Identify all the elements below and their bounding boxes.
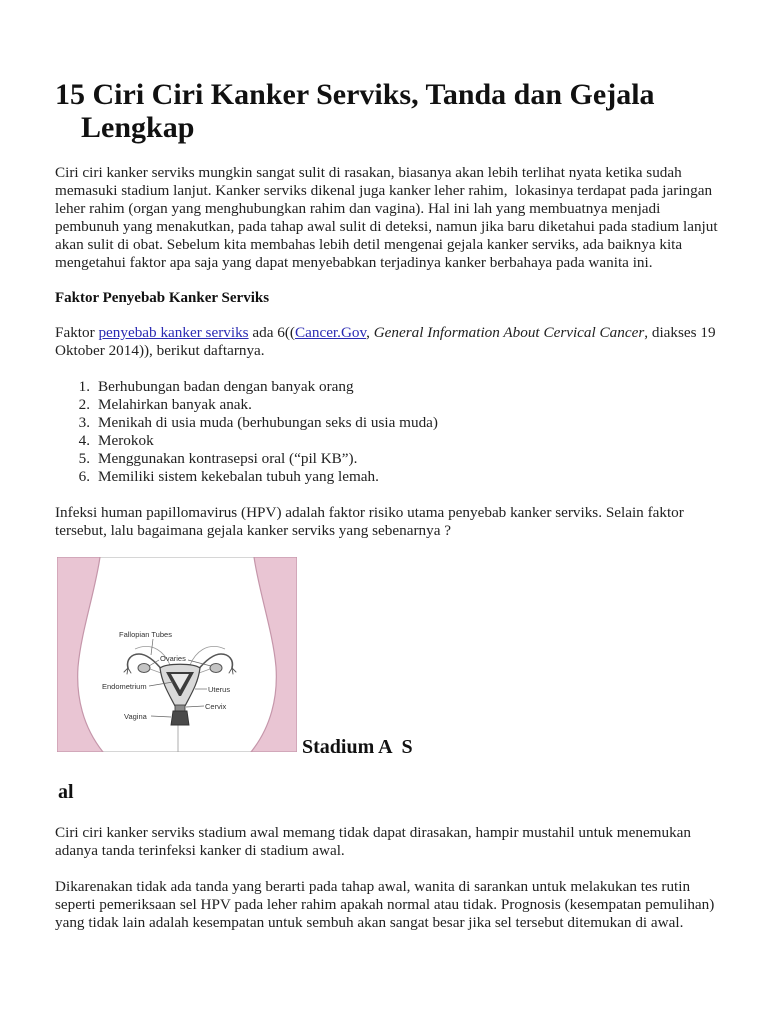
list-text: Menikah di usia muda (berhubungan seks di usia muda): [98, 414, 438, 431]
early-stage-heading-part2: al: [58, 781, 74, 803]
list-number: 1.: [78, 378, 90, 395]
screening-line: yang tidak lain adalah kesempatan untuk sembuh akan sangat besar jika sel tersebut ditemukan di awal.: [55, 914, 684, 931]
intro-line: memasuki stadium lanjut. Kanker serviks dikenal juga kanker leher rahim, lokasinya terdapat pada jaringan: [55, 182, 713, 199]
early-stage-line: Ciri ciri kanker serviks stadium awal memang tidak dapat dirasakan, hampir mustahil untuk menemukan: [55, 824, 692, 841]
intro-line: pembunuh yang menakutkan, pada tahap awal sulit di deteksi, namun jika baru diketahui pada stadium lanjut: [55, 218, 718, 235]
right-ovary: [210, 664, 222, 673]
causes-intro-continuation: Oktober 2014)), berikut daftarnya.: [55, 342, 265, 359]
intro-line: akan sulit di obat. Sebelum kita membahas lebih detil mengenai gejala kanker serviks, ada baiknya kita: [55, 236, 683, 253]
list-item: [0, 378, 768, 396]
screening-line: seperti pemeriksaan sel HPV pada leher rahim apakah normal atau tidak. Prognosis (kesempatan pemulihan): [55, 896, 715, 913]
causes-link[interactable]: penyebab kanker serviks: [98, 324, 249, 341]
list-number: 5.: [78, 450, 90, 467]
causes-intro-lead: Faktor: [55, 324, 99, 341]
list-item: [0, 432, 768, 450]
intro-line: mengetahui faktor apa saja yang dapat menyebabkan terjadinya kanker berbahaya pada wanita ini.: [55, 254, 653, 271]
screening-paragraph: [55, 878, 714, 932]
hpv-line: tersebut, lalu bagaimana gejala kanker serviks yang sebenarnya ?: [55, 522, 451, 539]
label-ovaries: Ovaries: [160, 654, 186, 663]
list-item: [0, 414, 768, 432]
left-ovary: [138, 664, 150, 673]
intro-line: leher rahim (organ yang menghubungkan rahim dan vagina). Hal ini lah yang membuatnya menjadi: [55, 200, 661, 217]
early-stage-heading-part1: Stadium A S: [302, 736, 413, 758]
list-number: 3.: [78, 414, 90, 431]
list-number: 6.: [78, 468, 90, 485]
list-item: [0, 396, 768, 414]
causes-list: [0, 378, 768, 486]
causes-intro-tail: , diakses 19: [644, 324, 716, 341]
causes-heading: Faktor Penyebab Kanker Serviks: [55, 290, 270, 306]
list-text: Berhubungan badan dengan banyak orang: [98, 378, 354, 395]
hpv-paragraph: [55, 504, 684, 540]
cancer-gov-link[interactable]: Cancer.Gov: [294, 324, 367, 341]
label-cervix: Cervix: [205, 702, 227, 711]
article-title: 15 Ciri Ciri Kanker Serviks, Tanda dan Gejala Lengkap: [55, 78, 655, 144]
screening-line: Dikarenakan tidak ada tanda yang berarti pada tahap awal, wanita di sarankan untuk melakukan tes rutin: [55, 878, 691, 895]
causes-intro-separator: ,: [366, 324, 374, 341]
cervix-shape: [175, 705, 185, 711]
intro-paragraph: [55, 164, 718, 272]
list-number: 4.: [78, 432, 90, 449]
reproductive-anatomy-figure: [57, 557, 297, 752]
hpv-line: Infeksi human papillomavirus (HPV) adalah faktor risiko utama penyebab kanker serviks. Selain faktor: [55, 504, 684, 521]
list-text: Melahirkan banyak anak.: [98, 396, 252, 413]
intro-line: Ciri ciri kanker serviks mungkin sangat sulit di rasakan, biasanya akan lebih terlihat nyata ketika sudah: [55, 164, 682, 181]
list-text: Merokok: [98, 432, 154, 449]
list-number: 2.: [78, 396, 90, 413]
list-item: [0, 450, 768, 468]
label-fallopian-tubes: Fallopian Tubes: [119, 630, 172, 639]
causes-intro-line: [55, 324, 716, 342]
list-item: [0, 468, 768, 486]
list-text: Menggunakan kontrasepsi oral (“pil KB”).: [98, 450, 358, 467]
causes-intro-middle: ada 6((: [248, 324, 295, 341]
label-uterus: Uterus: [208, 685, 231, 694]
early-stage-paragraph: [55, 824, 691, 860]
source-title: General Information About Cervical Cancer: [373, 324, 645, 341]
label-vagina: Vagina: [124, 712, 147, 721]
causes-intro-paragraph: [55, 324, 716, 360]
label-endometrium: Endometrium: [102, 682, 147, 691]
early-stage-line: adanya tanda terinfeksi kanker di stadium awal.: [55, 842, 345, 859]
list-text: Memiliki sistem kekebalan tubuh yang lemah.: [98, 468, 379, 485]
vagina-shape: [171, 711, 189, 725]
